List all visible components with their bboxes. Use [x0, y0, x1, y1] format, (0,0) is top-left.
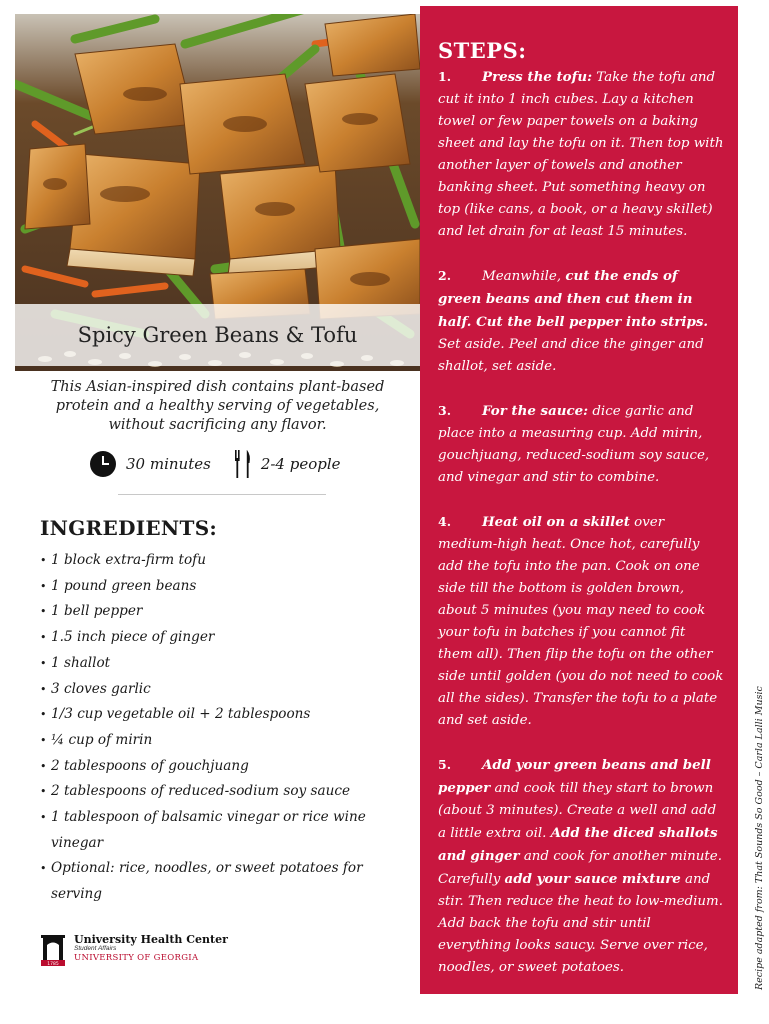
- step-item: [438, 400, 724, 489]
- fork-knife-icon: [233, 449, 253, 479]
- hero-photo: [15, 14, 420, 371]
- recipe-credit: Recipe adapted from: That Sounds So Good – Carla Lalli Music: [754, 686, 765, 990]
- divider: [118, 494, 326, 495]
- step-item: [438, 66, 724, 243]
- step-text: and stir. Then reduce the heat to low-medium. Add back the tofu and stir until everything looks saucy. Serve over rice, noodles, or sweet potatoes.: [438, 872, 723, 975]
- logo-line-2: Student Affairs: [74, 945, 117, 952]
- servings: 2-4 people: [260, 455, 341, 473]
- step-number: 1.: [438, 69, 452, 84]
- step-text: Take the tofu and cut it into 1 inch cubes. Lay a kitchen towel or few paper towels on a baking sheet and lay the tofu on it. Then top with another layer of towels and another banking sheet. Put something heavy on top (like cans, a book, or a heavy skillet) and let drain for at least 15 minutes.: [438, 70, 724, 239]
- step-item: [438, 511, 724, 732]
- step-text: and cook till they start to brown (about 3 minutes). Create a well and add a little extra oil.: [438, 781, 717, 841]
- step-number: 4.: [438, 514, 452, 529]
- step-text: Meanwhile,: [482, 269, 566, 284]
- logo-line-3: UNIVERSITY OF GEORGIA: [74, 953, 199, 963]
- logo-line-1: University Health Center: [74, 933, 228, 946]
- step-emphasis: For the sauce:: [482, 403, 589, 419]
- recipe-title: Spicy Green Beans & Tofu: [77, 323, 358, 347]
- list-item: • 2 tablespoons of gouchjuang: [40, 754, 380, 780]
- list-item: • 1 pound green beans: [40, 574, 380, 600]
- step-text: and cook for another minute. Carefully: [438, 849, 722, 887]
- ingredients-list: [40, 548, 380, 908]
- step-emphasis: Add your green beans and bell pepper: [438, 757, 711, 796]
- list-item: • 2 tablespoons of reduced-sodium soy sauce: [40, 779, 380, 805]
- step-text: over medium-high heat. Once hot, carefully add the tofu into the pan. Cook on one side till the bottom is golden brown, about 5 minutes (you may need to cook your tofu in batches if you cannot fit them all). Then flip the tofu on the other side until golden (you do not need to cook all the sides). Transfer the tofu to a plate and set aside.: [438, 515, 724, 728]
- list-item: • Optional: rice, noodles, or sweet potatoes for serving: [40, 856, 380, 907]
- recipe-intro: This Asian-inspired dish contains plant-based protein and a healthy serving of vegetables, without sacrificing any flavor.: [50, 379, 385, 433]
- clock-icon: [90, 451, 116, 477]
- steps-list: [438, 66, 724, 979]
- title-band: [15, 304, 420, 366]
- step-emphasis: cut the ends of green beans and then cut them in half. Cut the bell pepper into strips.: [438, 268, 709, 330]
- step-item: [438, 754, 724, 979]
- arch-logo-icon: [40, 931, 66, 967]
- step-text: dice garlic and place into a measuring cup. Add mirin, gouchjuang, reduced-sodium soy sauce, and vinegar and stir to combine.: [438, 404, 710, 485]
- step-text: Set aside. Peel and dice the ginger and shallot, set aside.: [438, 337, 704, 374]
- list-item: • 1/3 cup vegetable oil + 2 tablespoons: [40, 702, 380, 728]
- ingredients-heading: INGREDIENTS:: [40, 516, 218, 540]
- list-item: • 1 shallot: [40, 651, 380, 677]
- step-number: 5.: [438, 757, 452, 772]
- step-emphasis: add your sauce mixture: [504, 871, 681, 887]
- list-item: • 3 cloves garlic: [40, 677, 380, 703]
- step-emphasis: Add the diced shallots and ginger: [438, 825, 718, 864]
- step-item: [438, 265, 724, 378]
- recipe-meta: [90, 447, 370, 481]
- svg-text:1785: 1785: [47, 962, 59, 967]
- uga-logo: [40, 929, 228, 969]
- step-number: 2.: [438, 268, 452, 283]
- list-item: • 1.5 inch piece of ginger: [40, 625, 380, 651]
- list-item: • ¼ cup of mirin: [40, 728, 380, 754]
- steps-panel: [420, 6, 738, 994]
- list-item: • 1 block extra-firm tofu: [40, 548, 380, 574]
- steps-heading: STEPS:: [438, 38, 527, 63]
- list-item: • 1 bell pepper: [40, 599, 380, 625]
- cook-time: 30 minutes: [126, 455, 211, 473]
- list-item: • 1 tablespoon of balsamic vinegar or rice wine vinegar: [40, 805, 380, 856]
- step-emphasis: Press the tofu:: [482, 69, 593, 85]
- step-emphasis: Heat oil on a skillet: [482, 514, 630, 530]
- step-number: 3.: [438, 403, 452, 418]
